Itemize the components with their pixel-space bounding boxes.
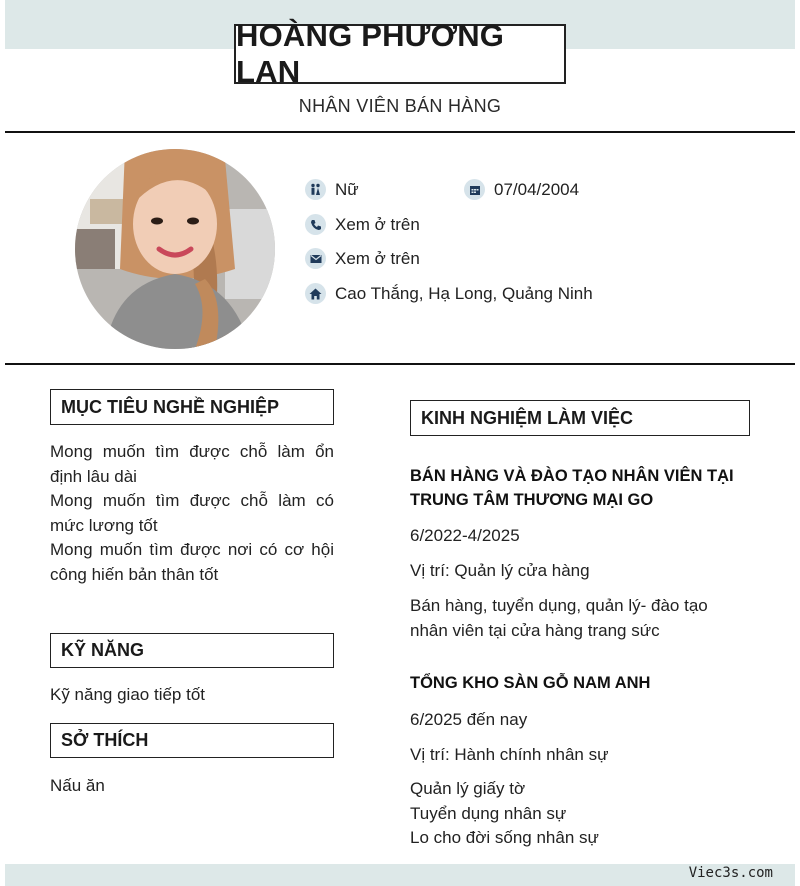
job-2-description-line: Tuyển dụng nhân sự [410,803,567,823]
candidate-name: HOÀNG PHƯƠNG LAN [236,18,505,89]
hobbies-text: Nấu ăn [50,776,105,795]
email-value: Xem ở trên [335,248,420,268]
skills-heading: KỸ NĂNG [61,640,145,660]
job-1-position: Vị trí: Quản lý cửa hàng [410,561,590,580]
skills-text: Kỹ năng giao tiếp tốt [50,685,206,704]
skills-heading-box [50,633,334,668]
job-1-description: Bán hàng, tuyển dụng, quản lý- đào tạo nhân viên tại cửa hàng trang sức [410,596,708,640]
home-icon [305,283,326,304]
calendar-icon [464,179,485,200]
info-birthdate [464,179,579,200]
divider-middle [5,363,795,365]
info-gender [305,179,359,200]
phone-value: Xem ở trên [335,214,420,234]
avatar [75,149,275,349]
info-address [305,283,593,304]
experience-heading-box [410,400,750,436]
birthdate-value: 07/04/2004 [494,179,580,199]
hobbies-heading: SỞ THÍCH [61,730,149,750]
envelope-icon [305,248,326,269]
job-2-description-line: Quản lý giấy tờ [410,779,526,798]
job-2-position: Vị trí: Hành chính nhân sự [410,745,609,764]
job-1-period: 6/2022-4/2025 [410,526,520,545]
experience-heading: KINH NGHIỆM LÀM VIỆC [421,407,634,428]
job-2-description [410,777,750,851]
divider-top [5,131,795,133]
job-title: NHÂN VIÊN BÁN HÀNG [298,96,502,116]
job-2-period: 6/2025 đến nay [410,710,528,729]
watermark: Viec3s.com [688,865,773,881]
info-email [305,248,420,269]
hobbies-heading-box [50,723,334,758]
job-1-company: BÁN HÀNG VÀ ĐÀO TẠO NHÂN VIÊN TẠI TRUNG TÂM THƯƠNG MẠI GO [410,467,734,509]
footer-band [5,864,795,886]
objective-heading: MỤC TIÊU NGHỀ NGHIỆP [61,396,280,417]
name-box [234,18,566,89]
objective-text [50,440,334,587]
info-phone [305,214,420,235]
job-2-description-line: Lo cho đời sống nhân sự [410,828,599,847]
phone-icon [305,214,326,235]
objective-line: Mong muốn tìm được nơi có cơ hội công hiến bản thân tốt [50,540,334,584]
job-2-company: TỔNG KHO SÀN GỖ NAM ANH [410,674,651,692]
address-value: Cao Thắng, Hạ Long, Quảng Ninh [335,283,593,303]
avatar-photo [75,149,275,349]
gender-value: Nữ [335,179,359,199]
objective-line: Mong muốn tìm được chỗ làm có mức lương tốt [50,491,334,535]
gender-icon [305,179,326,200]
objective-line: Mong muốn tìm được chỗ làm ổn định lâu dài [50,442,334,486]
objective-heading-box [50,389,334,425]
